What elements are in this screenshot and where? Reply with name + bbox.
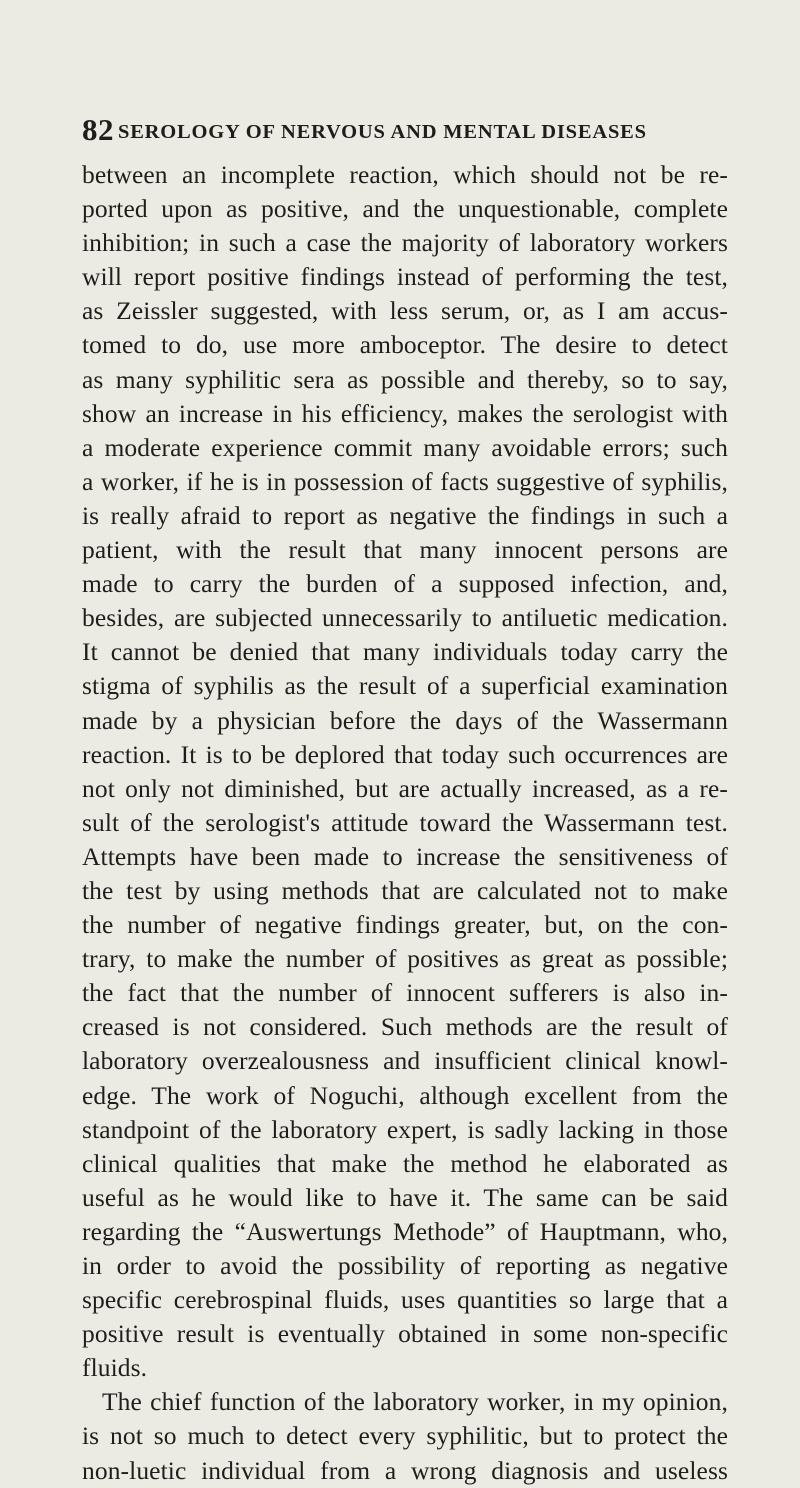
text-line: a worker, if he is in possession of facts suggestive of syphilis, <box>82 466 728 496</box>
text-line: Attempts have been made to increase the sensitiveness of <box>82 841 728 871</box>
text-line: between an incomplete reaction, which should not be re- <box>82 160 728 189</box>
text-line: clinical qualities that make the method he elaborated as <box>82 1148 728 1178</box>
body-text <box>82 158 728 1488</box>
text-line: tomed to do, use more amboceptor. The desire to detect <box>82 330 728 360</box>
page-header <box>82 110 722 150</box>
text-line: laboratory overzealousness and insufficient clinical knowl- <box>82 1046 728 1076</box>
paragraph-end-line: fluids. <box>82 1353 148 1383</box>
paragraph-start-line: The chief function of the laboratory worker, in my opinion, <box>102 1387 728 1417</box>
text-line: made by a physician before the days of the Wassermann <box>82 705 728 735</box>
text-line: in order to avoid the possibility of reporting as negative <box>82 1251 728 1280</box>
text-line: trary, to make the number of positives as great as possible; <box>82 944 728 974</box>
text-line: reaction. It is to be deplored that today such occurrences are <box>82 739 728 769</box>
text-line: is not so much to detect every syphilitic, but to protect the <box>82 1421 728 1451</box>
text-line: specific cerebrospinal fluids, uses quantities so large that a <box>82 1285 728 1315</box>
text-line: stigma of syphilis as the result of a superficial examination <box>82 671 728 701</box>
text-line: patient, with the result that many innocent persons are <box>82 535 728 565</box>
text-line: besides, are subjected unnecessarily to antiluetic medication. <box>82 603 728 633</box>
text-line: show an increase in his efficiency, makes the serologist with <box>82 398 728 428</box>
text-line: a moderate experience commit many avoidable errors; such <box>82 432 728 462</box>
text-line: will report positive findings instead of performing the test, <box>82 262 728 292</box>
text-line: is really afraid to report as negative the findings in such a <box>82 500 728 530</box>
text-line: the number of negative findings greater, but, on the con- <box>82 910 728 940</box>
text-line: not only not diminished, but are actually increased, as a re- <box>82 773 728 803</box>
text-line: creased is not considered. Such methods are the result of <box>82 1012 728 1042</box>
text-line: the test by using methods that are calculated not to make <box>82 875 728 905</box>
text-line: the fact that the number of innocent sufferers is also in- <box>82 978 728 1008</box>
text-line: regarding the “Auswertungs Methode” of Hauptmann, who, <box>82 1216 728 1246</box>
text-line: as many syphilitic sera as possible and thereby, so to say, <box>82 364 728 394</box>
text-line: made to carry the burden of a supposed infection, and, <box>82 569 728 599</box>
text-line: standpoint of the laboratory expert, is sadly lacking in those <box>82 1114 728 1144</box>
text-line: edge. The work of Noguchi, although excellent from the <box>82 1080 728 1110</box>
text-line: sult of the serologist's attitude toward the Wassermann test. <box>82 807 728 837</box>
text-line: as Zeissler suggested, with less serum, or, as I am accus- <box>82 296 728 326</box>
text-line: useful as he would like to have it. The same can be said <box>82 1182 728 1212</box>
text-line: positive result is eventually obtained in some non-specific <box>82 1319 728 1349</box>
text-line: ported upon as positive, and the unquestionable, complete <box>82 194 728 224</box>
text-line: non-luetic individual from a wrong diagnosis and useless <box>82 1455 728 1485</box>
page-number: 82 <box>82 112 114 147</box>
text-line: inhibition; in such a case the majority of laboratory workers <box>82 228 728 258</box>
running-title: SEROLOGY OF NERVOUS AND MENTAL DISEASES <box>118 121 647 143</box>
text-line: It cannot be denied that many individuals today carry the <box>82 637 728 667</box>
